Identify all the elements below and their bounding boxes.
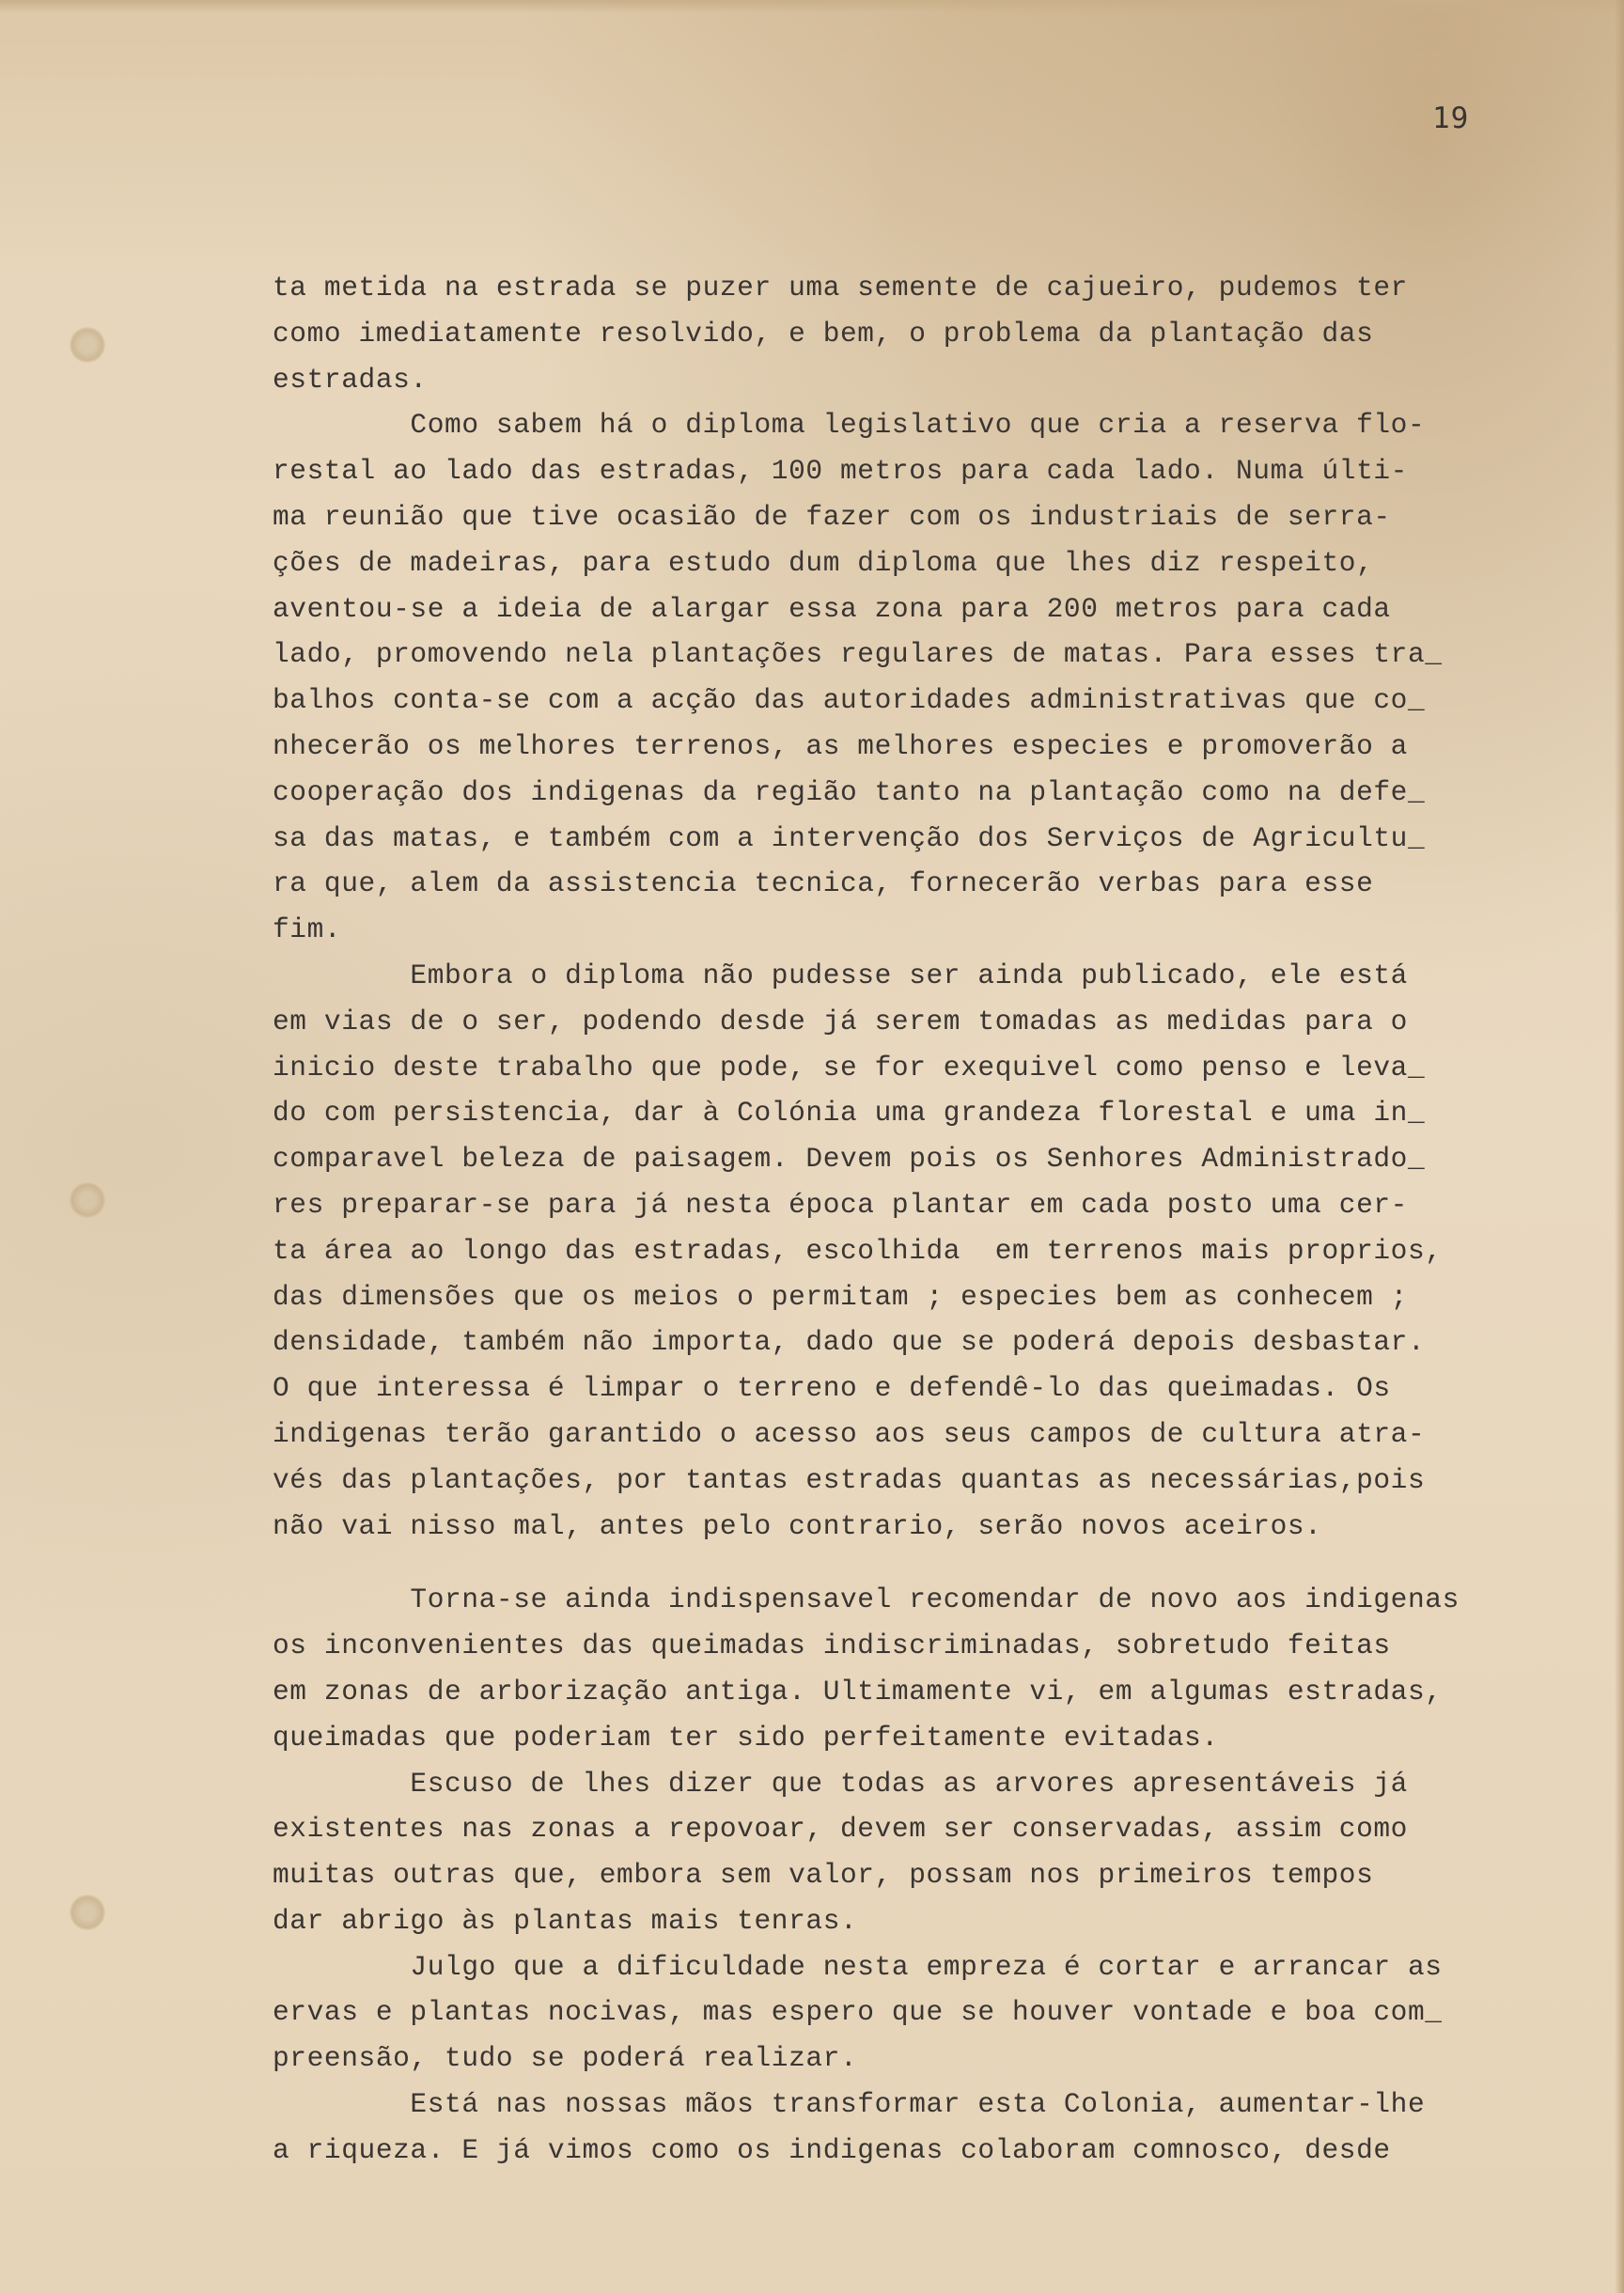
- text-line: Como sabem há o diploma legislativo que cria a reserva flo-: [273, 409, 1426, 442]
- text-line: preensão, tudo se poderá realizar.: [273, 2042, 858, 2075]
- text-line: do com persistencia, dar à Colónia uma grandeza florestal e uma in_: [273, 1097, 1426, 1130]
- page-number: 19: [1432, 101, 1470, 135]
- text-line: cooperação dos indigenas da região tanto na plantação como na defe_: [273, 775, 1426, 808]
- punch-hole-bottom: [70, 1895, 105, 1930]
- text-line: dar abrigo às plantas mais tenras.: [273, 1904, 858, 1937]
- punch-hole-top: [70, 327, 105, 363]
- text-line: ma reunião que tive ocasião de fazer com os industriais de serra-: [273, 500, 1391, 533]
- text-line: em vias de o ser, podendo desde já serem tomadas as medidas para o: [273, 1005, 1408, 1037]
- text-line: Está nas nossas mãos transformar esta Colonia, aumentar-lhe: [273, 2088, 1426, 2121]
- text-line: como imediatamente resolvido, e bem, o problema da plantação das: [273, 317, 1374, 350]
- text-line: lado, promovendo nela plantações regulares de matas. Para esses tra_: [273, 638, 1443, 671]
- punch-hole-middle: [70, 1182, 105, 1218]
- text-line: restal ao lado das estradas, 100 metros para cada lado. Numa últi-: [273, 455, 1408, 488]
- text-line: Escuso de lhes dizer que todas as arvores apresentáveis já: [273, 1767, 1408, 1800]
- text-line: O que interessa é limpar o terreno e defendê-lo das queimadas. Os: [273, 1372, 1391, 1405]
- page-right-edge: [1615, 0, 1624, 2293]
- text-line: a riqueza. E já vimos como os indigenas colaboram comnosco, desde: [273, 2133, 1391, 2166]
- text-line: os inconvenientes das queimadas indiscriminadas, sobretudo feitas: [273, 1630, 1391, 1662]
- text-line: fim.: [273, 913, 342, 946]
- text-line: ta metida na estrada se puzer uma semente de cajueiro, pudemos ter: [273, 272, 1408, 304]
- text-line: sa das matas, e também com a intervenção dos Serviços de Agricultu_: [273, 821, 1426, 854]
- text-line: não vai nisso mal, antes pelo contrario, serão novos aceiros.: [273, 1509, 1322, 1542]
- text-line: ervas e plantas nocivas, mas espero que se houver vontade e boa com_: [273, 1996, 1443, 2029]
- text-line: indigenas terão garantido o acesso aos seus campos de cultura atra-: [273, 1417, 1426, 1450]
- text-line: res preparar-se para já nesta época plantar em cada posto uma cer-: [273, 1188, 1408, 1221]
- paragraph: [273, 402, 1532, 953]
- text-line: queimadas que poderiam ter sido perfeitamente evitadas.: [273, 1721, 1219, 1754]
- text-line: comparavel beleza de paisagem. Devem pois os Senhores Administrado_: [273, 1143, 1426, 1176]
- text-line: vés das plantações, por tantas estradas quantas as necessárias,pois: [273, 1463, 1426, 1496]
- text-line: das dimensões que os meios o permitam ; especies bem as conhecem ;: [273, 1280, 1408, 1313]
- text-line: Embora o diploma não pudesse ser ainda publicado, ele está: [273, 959, 1408, 991]
- paragraph: [273, 1944, 1532, 2082]
- text-line: Torna-se ainda indispensavel recomendar de novo aos indigenas: [273, 1583, 1460, 1616]
- text-line: Julgo que a dificuldade nesta empreza é cortar e arrancar as: [273, 1950, 1443, 1983]
- paragraph: [273, 953, 1532, 1549]
- paragraph-gap: [273, 1549, 1532, 1577]
- text-line: nhecerão os melhores terrenos, as melhores especies e promoverão a: [273, 729, 1408, 762]
- page-top-edge: [0, 0, 1624, 13]
- text-line: existentes nas zonas a repovoar, devem ser conservadas, assim como: [273, 1813, 1408, 1846]
- text-line: balhos conta-se com a acção das autoridades administrativas que co_: [273, 684, 1426, 717]
- paragraph: [273, 2082, 1532, 2174]
- text-line: aventou-se a ideia de alargar essa zona para 200 metros para cada: [273, 592, 1391, 625]
- paragraph: [273, 1761, 1532, 1944]
- text-line: densidade, também não importa, dado que se poderá depois desbastar.: [273, 1326, 1426, 1359]
- typewritten-body: [273, 265, 1532, 2174]
- text-line: muitas outras que, embora sem valor, possam nos primeiros tempos: [273, 1859, 1374, 1892]
- paragraph: [273, 1577, 1532, 1760]
- text-line: inicio deste trabalho que pode, se for exequivel como penso e leva_: [273, 1051, 1426, 1084]
- text-line: em zonas de arborização antiga. Ultimamente vi, em algumas estradas,: [273, 1675, 1443, 1708]
- text-line: ções de madeiras, para estudo dum diploma que lhes diz respeito,: [273, 546, 1374, 579]
- text-line: estradas.: [273, 363, 428, 396]
- paragraph: [273, 265, 1532, 402]
- text-line: ra que, alem da assistencia tecnica, fornecerão verbas para esse: [273, 867, 1374, 900]
- text-line: ta área ao longo das estradas, escolhida em terrenos mais proprios,: [273, 1234, 1443, 1267]
